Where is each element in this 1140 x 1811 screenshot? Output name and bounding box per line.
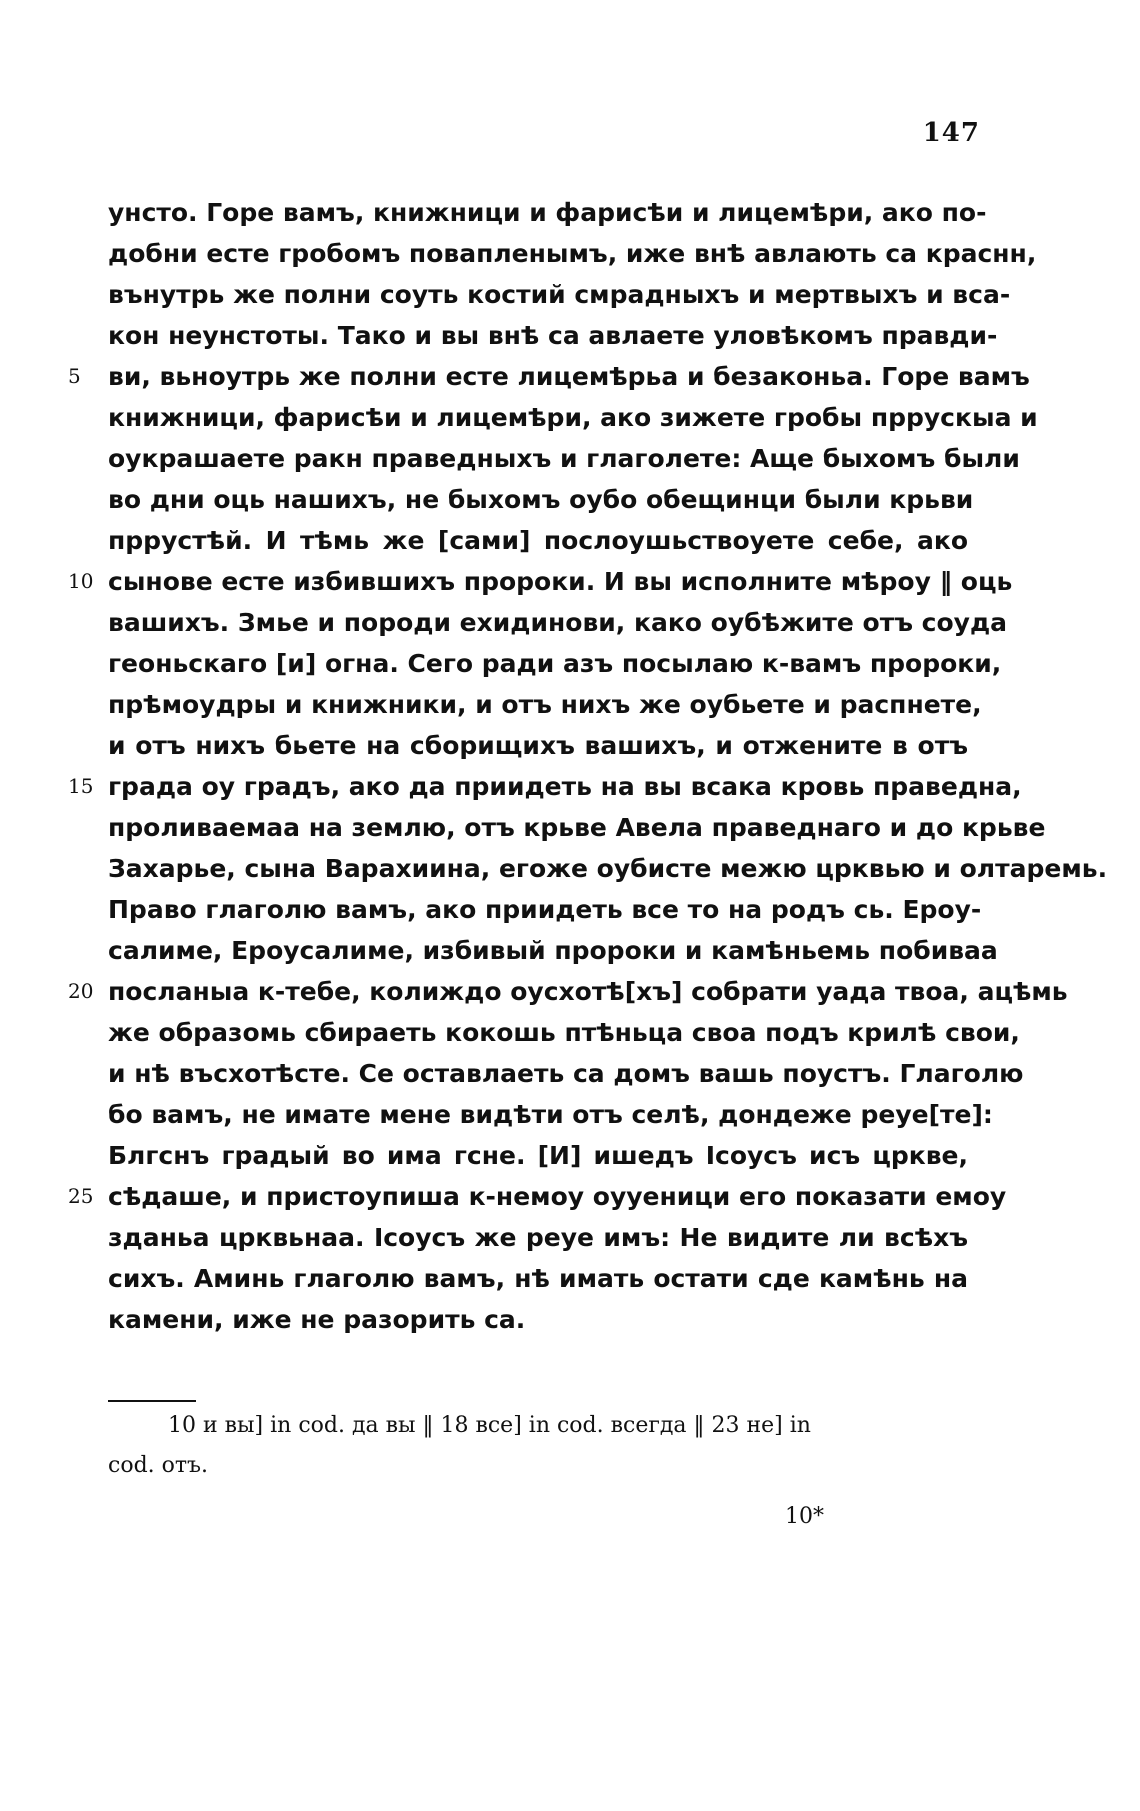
text-line bbox=[108, 725, 968, 766]
text-line bbox=[108, 1135, 968, 1176]
line-text: ви, вьноутрь же полни есте лицемѣрьа и безаконьа. Горе вамъ bbox=[108, 362, 1030, 391]
text-line bbox=[108, 479, 974, 520]
line-text: проливаемаа на землю, отъ крьве Авела праведнаго и до крьве bbox=[108, 813, 1046, 842]
footnote-rule bbox=[108, 1400, 196, 1402]
line-text: книжници, фарисѣи и лицемѣри, ако зижете гробы пррускыа и bbox=[108, 403, 1038, 432]
line-number: 10 bbox=[68, 569, 94, 593]
text-line bbox=[108, 1258, 968, 1299]
footnote-line: 10 и вы] in cod. да вы ‖ 18 все] in cod. всегда ‖ 23 не] in bbox=[168, 1413, 811, 1438]
text-line bbox=[108, 438, 1020, 479]
line-text: добни есте гробомъ повапленымъ, иже внѣ авлають са краснн, bbox=[108, 239, 1037, 268]
line-text: Право глаголю вамъ, ако приидеть все то на родъ сь. Ероу- bbox=[108, 895, 982, 924]
text-line bbox=[108, 397, 1038, 438]
line-text: салиме, Ероусалиме, избивый пророки и камѣньемь побиваа bbox=[108, 936, 998, 965]
line-number: 20 bbox=[68, 979, 94, 1003]
line-text: Блгснъ градый во имa гсне. [И] ишедъ Ісоусъ исъ цркве, bbox=[108, 1141, 968, 1170]
text-line bbox=[108, 930, 998, 971]
text-line bbox=[108, 1217, 968, 1258]
line-text: и отъ нихъ бьете на сборищихъ вашихъ, и отжените в отъ bbox=[108, 731, 968, 760]
text-line bbox=[108, 274, 1011, 315]
text-line bbox=[108, 233, 1037, 274]
text-line bbox=[108, 848, 1108, 889]
text-line bbox=[68, 766, 1022, 807]
text-line bbox=[108, 807, 1046, 848]
line-number: 15 bbox=[68, 774, 94, 798]
line-text: прѣмоудры и книжники, и отъ нихъ же оубьете и распнете, bbox=[108, 690, 982, 719]
line-text: пррустѣй. И тѣмь же [сами] послоушьствоуете себе, ако bbox=[108, 526, 968, 555]
text-line bbox=[108, 889, 982, 930]
line-text: Захарье, сына Варахиина, егоже оубисте межю црквью и олтаремь. bbox=[108, 854, 1108, 883]
line-text: сихъ. Аминь глаголю вамъ, нѣ имать остати сде камѣнь на bbox=[108, 1264, 968, 1293]
text-line bbox=[108, 1094, 993, 1135]
line-number: 25 bbox=[68, 1184, 94, 1208]
line-number: 5 bbox=[68, 364, 81, 388]
main-text bbox=[68, 192, 1108, 1340]
text-line bbox=[108, 684, 982, 725]
text-line bbox=[68, 356, 1030, 397]
line-text: оукрашаете ракн праведныхъ и глаголете: Аще быхомъ были bbox=[108, 444, 1020, 473]
signature-mark: 10* bbox=[785, 1504, 824, 1529]
text-line bbox=[108, 520, 968, 561]
line-text: посланыа к-тебе, колиждо оусхотѣ[хъ] собрати уада твоа, ацѣмь bbox=[108, 977, 1068, 1006]
text-line bbox=[68, 561, 1013, 602]
page-number: 147 bbox=[922, 118, 980, 148]
footnote bbox=[108, 1406, 968, 1486]
line-text: сѣдаше, и пристоупиша к-немоу оууеници его показати емоу bbox=[108, 1182, 1007, 1211]
text-line bbox=[108, 1299, 968, 1340]
line-text: кон неунстоты. Тако и вы внѣ са авлаете уловѣкомъ правди- bbox=[108, 321, 998, 350]
text-line bbox=[108, 315, 998, 356]
text-line bbox=[108, 1053, 1024, 1094]
line-text: и нѣ въсхотѣсте. Се оставлаеть са домъ вашь поустъ. Глаголю bbox=[108, 1059, 1024, 1088]
line-text: камени, иже не разорить са. bbox=[108, 1305, 526, 1334]
text-line bbox=[108, 1012, 1020, 1053]
text-line bbox=[68, 1176, 1007, 1217]
line-text: унсто. Горе вамъ, книжници и фарисѣи и лицемѣри, ако по- bbox=[108, 198, 987, 227]
line-text: вашихъ. Змье и породи ехидинови, како оубѣжите отъ соуда bbox=[108, 608, 1008, 637]
line-text: града оу градъ, ако да приидеть на вы всака кровь праведна, bbox=[108, 772, 1022, 801]
text-line bbox=[108, 643, 1002, 684]
text-line bbox=[108, 192, 987, 233]
footnote-line: cod. отъ. bbox=[108, 1453, 209, 1478]
line-text: во дни оць нашихъ, не быхомъ оубо обещинци были крьви bbox=[108, 485, 974, 514]
line-text: геоньскаго [и] огна. Сего ради азъ посылаю к-вамъ пророки, bbox=[108, 649, 1002, 678]
line-text: вънутрь же полни соуть костий смрадныхъ и мертвыхъ и вса- bbox=[108, 280, 1011, 309]
line-text: бо вамъ, не имате мене видѣти отъ селѣ, дондеже реуе[те]: bbox=[108, 1100, 993, 1129]
text-line bbox=[108, 602, 1008, 643]
line-text: сынове есте избившихъ пророки. И вы исполните мѣроу ‖ оць bbox=[108, 567, 1013, 596]
line-text: зданьа црквьнаа. Ісоусъ же реуе имъ: Не видите ли всѣхъ bbox=[108, 1223, 968, 1252]
text-line bbox=[68, 971, 1068, 1012]
line-text: же образомь сбираеть кокошь птѣньца своа подъ крилѣ свои, bbox=[108, 1018, 1020, 1047]
